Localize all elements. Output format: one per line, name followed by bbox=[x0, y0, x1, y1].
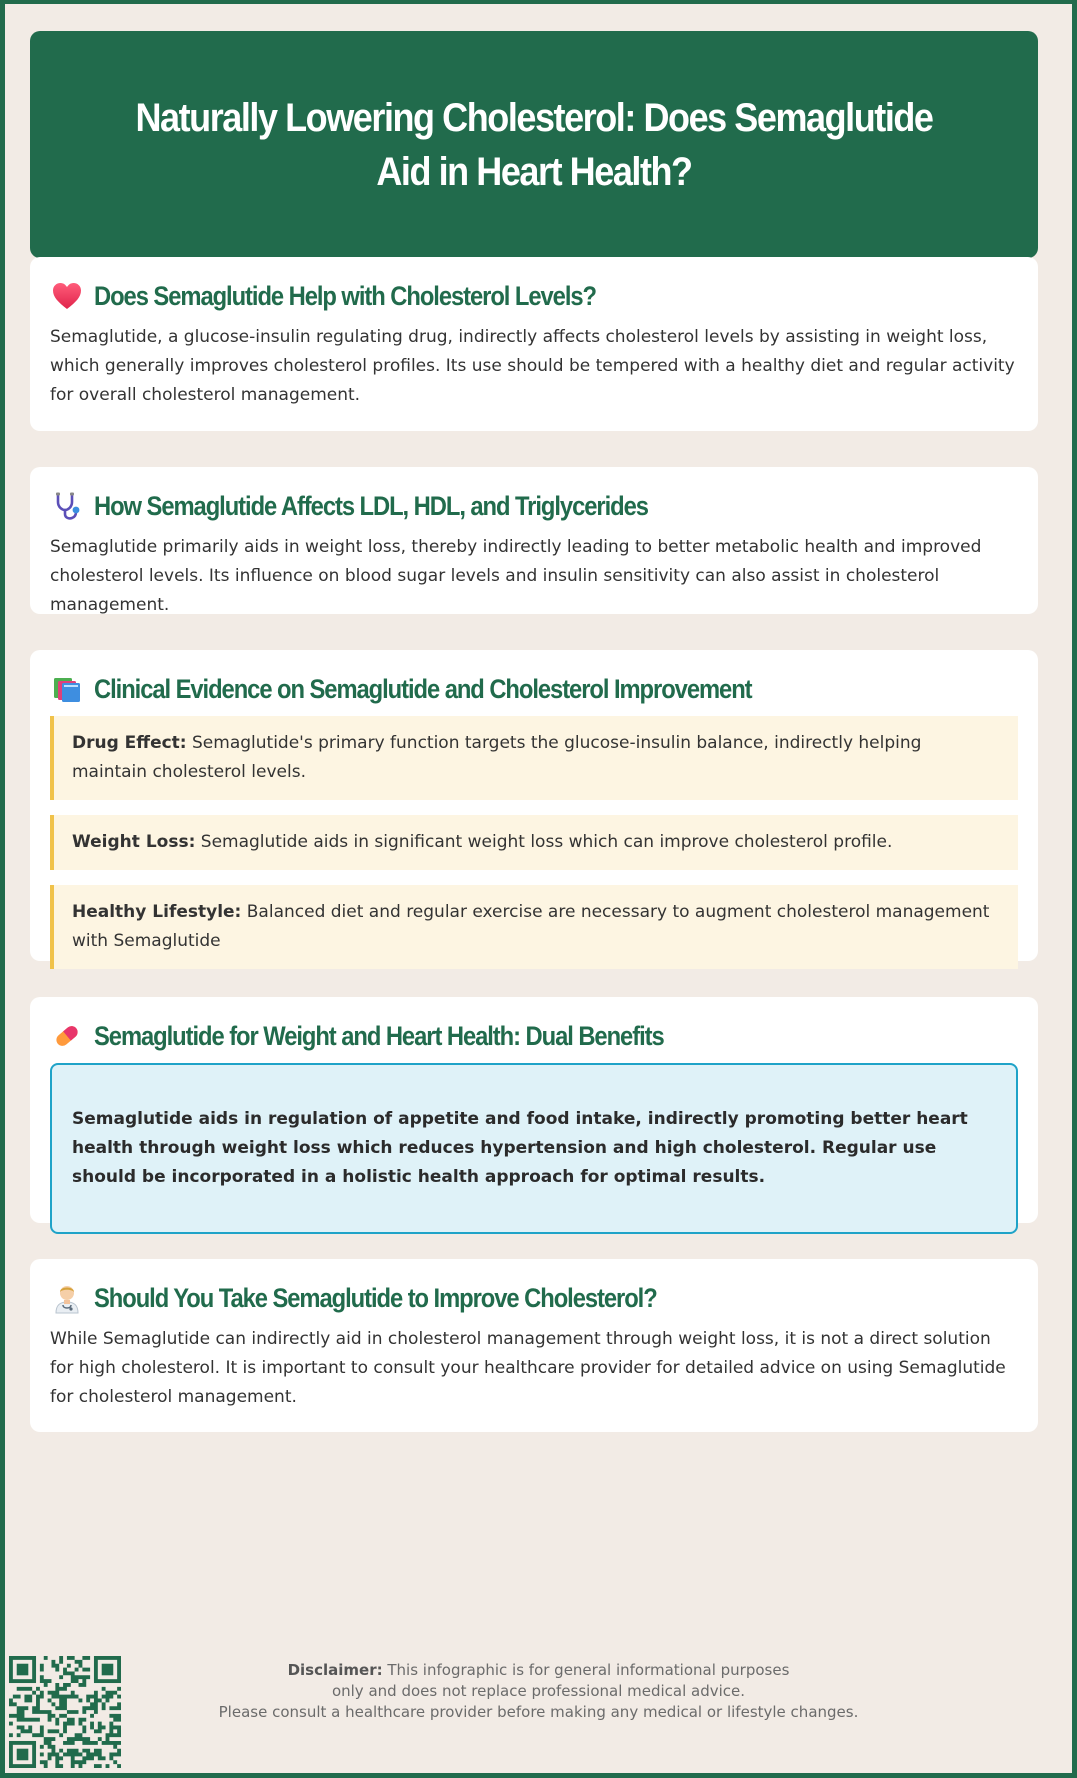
fact-drug-effect bbox=[50, 716, 1018, 800]
doctor-icon bbox=[50, 1281, 84, 1315]
fact-text: Semaglutide's primary function targets the glucose-insulin balance, indirectly helping maintain cholesterol levels. bbox=[72, 733, 922, 782]
section-text: Semaglutide, a glucose-insulin regulating drug, indirectly affects cholesterol levels by assisting in weight loss, which generally improves cholesterol profiles. Its use should be tempered with a healthy diet and regular activity for overall cholesterol management. bbox=[50, 327, 1015, 405]
section-title: Should You Take Semaglutide to Improve Cholesterol? bbox=[94, 1282, 657, 1313]
disclaimer bbox=[0, 1660, 1077, 1723]
disclaimer-line-3: Please consult a healthcare provider before making any medical or lifestyle changes. bbox=[218, 1703, 859, 1721]
page-title: Naturally Lowering Cholesterol: Does Semaglutide Aid in Heart Health? bbox=[135, 95, 933, 194]
disclaimer-line-1: This infographic is for general informational purposes bbox=[387, 1661, 790, 1679]
section-title: How Semaglutide Affects LDL, HDL, and Triglycerides bbox=[94, 490, 648, 521]
section-title: Clinical Evidence on Semaglutide and Cholesterol Improvement bbox=[94, 673, 752, 704]
section-title: Does Semaglutide Help with Cholesterol Levels? bbox=[94, 280, 596, 311]
section-card-should-you-take bbox=[30, 1259, 1038, 1432]
fact-label: Weight Loss: bbox=[72, 832, 196, 852]
disclaimer-label: Disclaimer: bbox=[287, 1661, 383, 1679]
fact-label: Healthy Lifestyle: bbox=[72, 902, 242, 922]
section-title: Semaglutide for Weight and Heart Health: Dual Benefits bbox=[94, 1020, 664, 1051]
heart-icon bbox=[50, 279, 84, 313]
fact-healthy-lifestyle bbox=[50, 885, 1018, 969]
stethoscope-icon bbox=[50, 489, 84, 523]
hero-banner bbox=[30, 31, 1038, 258]
dual-benefits-highlight: Semaglutide aids in regulation of appetite and food intake, indirectly promoting better heart health through weight loss which reduces hypertension and high cholesterol. Regular use should be incorporated in a holistic health approach for optimal results. bbox=[50, 1063, 1018, 1234]
section-card-ldl-hdl bbox=[30, 467, 1038, 614]
section-card-dual-benefits bbox=[30, 997, 1038, 1223]
section-text: While Semaglutide can indirectly aid in cholesterol management through weight loss, it is not a direct solution for high cholesterol. It is important to consult your healthcare provider for detailed advice on using Semaglutide for cholesterol management. bbox=[50, 1329, 1006, 1407]
fact-label: Drug Effect: bbox=[72, 733, 187, 753]
fact-text: Semaglutide aids in significant weight loss which can improve cholesterol profile. bbox=[200, 832, 893, 852]
books-icon bbox=[50, 672, 84, 706]
pill-icon bbox=[50, 1019, 84, 1053]
fact-text: Balanced diet and regular exercise are necessary to augment cholesterol management with Semaglutide bbox=[72, 902, 990, 951]
section-card-cholesterol-levels bbox=[30, 257, 1038, 431]
fact-weight-loss bbox=[50, 815, 1018, 870]
section-card-clinical-evidence bbox=[30, 650, 1038, 961]
disclaimer-line-2: only and does not replace professional medical advice. bbox=[331, 1682, 746, 1700]
section-text: Semaglutide primarily aids in weight loss, thereby indirectly leading to better metabolic health and improved cholesterol levels. Its influence on blood sugar levels and insulin sensitivity can also assist in cholesterol management. bbox=[50, 537, 982, 615]
